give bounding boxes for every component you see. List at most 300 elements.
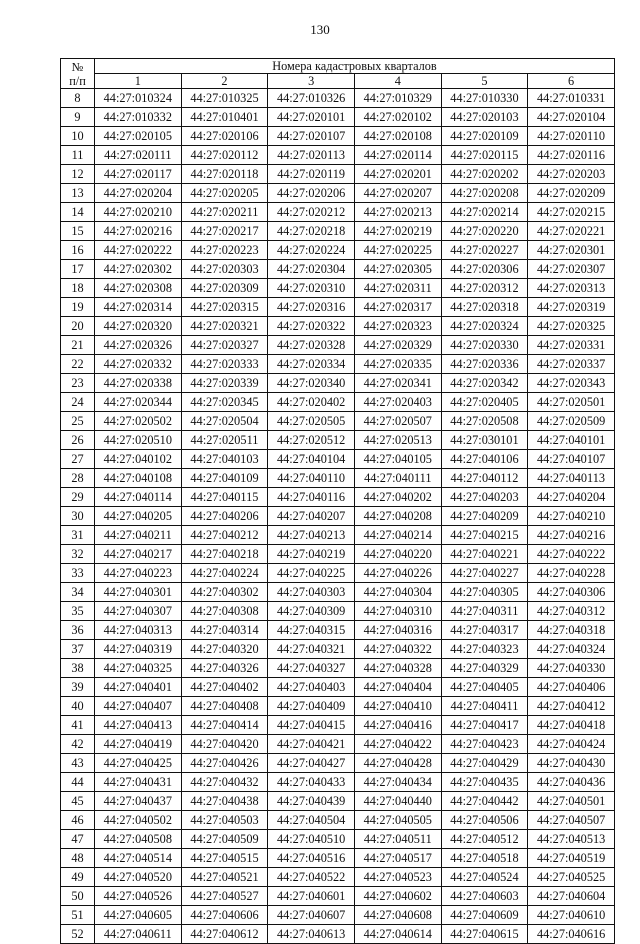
table-row <box>61 298 615 317</box>
table-row <box>61 583 615 602</box>
cadastral-number-cell: 44:27:040322 <box>354 640 441 659</box>
row-number-cell: 49 <box>61 868 95 887</box>
column-number-row <box>61 74 615 89</box>
cadastral-number-cell: 44:27:020304 <box>268 260 355 279</box>
cadastral-number-cell: 44:27:020341 <box>354 374 441 393</box>
cadastral-number-cell: 44:27:040422 <box>354 735 441 754</box>
cadastral-number-cell: 44:27:040507 <box>528 811 615 830</box>
cadastral-number-cell: 44:27:040308 <box>181 602 268 621</box>
cadastral-number-cell: 44:27:040404 <box>354 678 441 697</box>
cadastral-number-cell: 44:27:040313 <box>95 621 182 640</box>
page-number: 130 <box>310 22 330 37</box>
cadastral-number-cell: 44:27:040522 <box>268 868 355 887</box>
table-row <box>61 127 615 146</box>
cadastral-number-cell: 44:27:020106 <box>181 127 268 146</box>
row-number-cell: 17 <box>61 260 95 279</box>
table-row <box>61 374 615 393</box>
cadastral-number-cell: 44:27:020332 <box>95 355 182 374</box>
table-row <box>61 868 615 887</box>
cadastral-number-cell: 44:27:020317 <box>354 298 441 317</box>
cadastral-number-cell: 44:27:040426 <box>181 754 268 773</box>
cadastral-number-cell: 44:27:040220 <box>354 545 441 564</box>
cadastral-number-cell: 44:27:020104 <box>528 108 615 127</box>
row-number-cell: 27 <box>61 450 95 469</box>
cadastral-number-cell: 44:27:040326 <box>181 659 268 678</box>
table-row <box>61 450 615 469</box>
row-number-cell: 39 <box>61 678 95 697</box>
row-number-cell: 22 <box>61 355 95 374</box>
cadastral-number-cell: 44:27:020306 <box>441 260 528 279</box>
cadastral-number-cell: 44:27:040508 <box>95 830 182 849</box>
cadastral-number-cell: 44:27:040109 <box>181 469 268 488</box>
cadastral-number-cell: 44:27:040410 <box>354 697 441 716</box>
cadastral-number-cell: 44:27:040505 <box>354 811 441 830</box>
row-number-cell: 11 <box>61 146 95 165</box>
row-number-cell: 10 <box>61 127 95 146</box>
cadastral-number-cell: 44:27:040424 <box>528 735 615 754</box>
table-row <box>61 621 615 640</box>
cadastral-number-cell: 44:27:040224 <box>181 564 268 583</box>
cadastral-number-cell: 44:27:040407 <box>95 697 182 716</box>
cadastral-number-cell: 44:27:010324 <box>95 89 182 108</box>
cadastral-number-cell: 44:27:020301 <box>528 241 615 260</box>
column-group-header: Номера кадастровых кварталов <box>95 59 615 74</box>
row-number-cell: 16 <box>61 241 95 260</box>
cadastral-number-cell: 44:27:020405 <box>441 393 528 412</box>
table-row <box>61 773 615 792</box>
cadastral-number-cell: 44:27:040432 <box>181 773 268 792</box>
row-number-header-line1: № <box>71 59 84 74</box>
cadastral-number-cell: 44:27:020119 <box>268 165 355 184</box>
cadastral-number-cell: 44:27:040411 <box>441 697 528 716</box>
cadastral-number-cell: 44:27:020210 <box>95 203 182 222</box>
cadastral-number-cell: 44:27:040405 <box>441 678 528 697</box>
cadastral-number-cell: 44:27:040304 <box>354 583 441 602</box>
cadastral-number-cell: 44:27:040609 <box>441 906 528 925</box>
cadastral-number-cell: 44:27:040439 <box>268 792 355 811</box>
cadastral-number-cell: 44:27:040607 <box>268 906 355 925</box>
row-number-cell: 14 <box>61 203 95 222</box>
cadastral-number-cell: 44:27:040506 <box>441 811 528 830</box>
cadastral-number-cell: 44:27:020338 <box>95 374 182 393</box>
cadastral-number-cell: 44:27:040431 <box>95 773 182 792</box>
cadastral-number-cell: 44:27:040413 <box>95 716 182 735</box>
cadastral-number-cell: 44:27:040302 <box>181 583 268 602</box>
cadastral-number-cell: 44:27:040434 <box>354 773 441 792</box>
cadastral-number-cell: 44:27:040314 <box>181 621 268 640</box>
cadastral-number-cell: 44:27:040330 <box>528 659 615 678</box>
cadastral-number-cell: 44:27:040429 <box>441 754 528 773</box>
cadastral-number-cell: 44:27:020117 <box>95 165 182 184</box>
cadastral-number-cell: 44:27:040526 <box>95 887 182 906</box>
table-body <box>61 89 615 944</box>
cadastral-number-cell: 44:27:040324 <box>528 640 615 659</box>
cadastral-number-cell: 44:27:020110 <box>528 127 615 146</box>
table-row <box>61 754 615 773</box>
row-number-cell: 34 <box>61 583 95 602</box>
cadastral-number-cell: 44:27:040519 <box>528 849 615 868</box>
row-number-header-line2: п/п <box>69 73 86 88</box>
cadastral-number-cell: 44:27:040503 <box>181 811 268 830</box>
cadastral-number-cell: 44:27:020213 <box>354 203 441 222</box>
cadastral-number-cell: 44:27:020207 <box>354 184 441 203</box>
cadastral-number-cell: 44:27:040442 <box>441 792 528 811</box>
cadastral-number-cell: 44:27:020214 <box>441 203 528 222</box>
column-number-header: 1 <box>95 74 182 89</box>
cadastral-number-cell: 44:27:040311 <box>441 602 528 621</box>
cadastral-number-cell: 44:27:040606 <box>181 906 268 925</box>
cadastral-number-cell: 44:27:020326 <box>95 336 182 355</box>
cadastral-number-cell: 44:27:020510 <box>95 431 182 450</box>
cadastral-number-cell: 44:27:040223 <box>95 564 182 583</box>
cadastral-number-cell: 44:27:020205 <box>181 184 268 203</box>
cadastral-number-cell: 44:27:020323 <box>354 317 441 336</box>
row-number-header <box>61 59 95 89</box>
row-number-cell: 51 <box>61 906 95 925</box>
table-row <box>61 735 615 754</box>
cadastral-number-cell: 44:27:040101 <box>528 431 615 450</box>
cadastral-number-cell: 44:27:040320 <box>181 640 268 659</box>
cadastral-number-cell: 44:27:040601 <box>268 887 355 906</box>
cadastral-number-cell: 44:27:040514 <box>95 849 182 868</box>
cadastral-number-cell: 44:27:020508 <box>441 412 528 431</box>
cadastral-number-cell: 44:27:040214 <box>354 526 441 545</box>
cadastral-number-cell: 44:27:040406 <box>528 678 615 697</box>
table-row <box>61 279 615 298</box>
cadastral-number-cell: 44:27:020113 <box>268 146 355 165</box>
cadastral-number-cell: 44:27:020334 <box>268 355 355 374</box>
cadastral-number-cell: 44:27:020218 <box>268 222 355 241</box>
cadastral-number-cell: 44:27:040228 <box>528 564 615 583</box>
cadastral-number-cell: 44:27:040524 <box>441 868 528 887</box>
cadastral-number-cell: 44:27:020204 <box>95 184 182 203</box>
cadastral-number-cell: 44:27:020502 <box>95 412 182 431</box>
cadastral-number-cell: 44:27:040420 <box>181 735 268 754</box>
cadastral-number-cell: 44:27:020305 <box>354 260 441 279</box>
cadastral-number-cell: 44:27:020302 <box>95 260 182 279</box>
cadastral-number-cell: 44:27:040608 <box>354 906 441 925</box>
cadastral-number-cell: 44:27:040202 <box>354 488 441 507</box>
cadastral-number-cell: 44:27:040517 <box>354 849 441 868</box>
cadastral-number-cell: 44:27:020211 <box>181 203 268 222</box>
row-number-cell: 13 <box>61 184 95 203</box>
row-number-cell: 29 <box>61 488 95 507</box>
cadastral-number-cell: 44:27:020345 <box>181 393 268 412</box>
cadastral-number-cell: 44:27:020316 <box>268 298 355 317</box>
cadastral-number-cell: 44:27:020108 <box>354 127 441 146</box>
cadastral-number-cell: 44:27:040219 <box>268 545 355 564</box>
table-row <box>61 241 615 260</box>
cadastral-number-cell: 44:27:040206 <box>181 507 268 526</box>
cadastral-number-cell: 44:27:040416 <box>354 716 441 735</box>
cadastral-number-cell: 44:27:040112 <box>441 469 528 488</box>
table-row <box>61 222 615 241</box>
table-row <box>61 640 615 659</box>
cadastral-number-cell: 44:27:040325 <box>95 659 182 678</box>
cadastral-number-cell: 44:27:020507 <box>354 412 441 431</box>
cadastral-number-cell: 44:27:020212 <box>268 203 355 222</box>
table-row <box>61 507 615 526</box>
cadastral-number-cell: 44:27:020310 <box>268 279 355 298</box>
table-row <box>61 184 615 203</box>
cadastral-number-cell: 44:27:040216 <box>528 526 615 545</box>
cadastral-number-cell: 44:27:040226 <box>354 564 441 583</box>
table-row <box>61 336 615 355</box>
cadastral-number-cell: 44:27:010332 <box>95 108 182 127</box>
cadastral-number-cell: 44:27:020340 <box>268 374 355 393</box>
row-number-cell: 24 <box>61 393 95 412</box>
cadastral-number-cell: 44:27:040212 <box>181 526 268 545</box>
row-number-cell: 15 <box>61 222 95 241</box>
cadastral-number-cell: 44:27:040612 <box>181 925 268 944</box>
table-row <box>61 355 615 374</box>
cadastral-number-cell: 44:27:040525 <box>528 868 615 887</box>
cadastral-number-cell: 44:27:020344 <box>95 393 182 412</box>
cadastral-number-cell: 44:27:040401 <box>95 678 182 697</box>
cadastral-number-cell: 44:27:040433 <box>268 773 355 792</box>
row-number-cell: 31 <box>61 526 95 545</box>
cadastral-number-cell: 44:27:020206 <box>268 184 355 203</box>
row-number-cell: 30 <box>61 507 95 526</box>
cadastral-number-cell: 44:27:040301 <box>95 583 182 602</box>
table-row <box>61 412 615 431</box>
table-row <box>61 792 615 811</box>
cadastral-number-cell: 44:27:020308 <box>95 279 182 298</box>
cadastral-number-cell: 44:27:040218 <box>181 545 268 564</box>
cadastral-number-cell: 44:27:010326 <box>268 89 355 108</box>
row-number-cell: 46 <box>61 811 95 830</box>
cadastral-number-cell: 44:27:020227 <box>441 241 528 260</box>
cadastral-number-cell: 44:27:020512 <box>268 431 355 450</box>
cadastral-number-cell: 44:27:040317 <box>441 621 528 640</box>
cadastral-number-cell: 44:27:040602 <box>354 887 441 906</box>
cadastral-number-cell: 44:27:020403 <box>354 393 441 412</box>
cadastral-number-cell: 44:27:040504 <box>268 811 355 830</box>
cadastral-number-cell: 44:27:040204 <box>528 488 615 507</box>
cadastral-number-cell: 44:27:040318 <box>528 621 615 640</box>
table-row <box>61 906 615 925</box>
cadastral-number-cell: 44:27:040521 <box>181 868 268 887</box>
table-row <box>61 564 615 583</box>
cadastral-number-cell: 44:27:040515 <box>181 849 268 868</box>
cadastral-number-cell: 44:27:040114 <box>95 488 182 507</box>
cadastral-number-cell: 44:27:020312 <box>441 279 528 298</box>
row-number-cell: 36 <box>61 621 95 640</box>
cadastral-number-cell: 44:27:020309 <box>181 279 268 298</box>
cadastral-number-cell: 44:27:040106 <box>441 450 528 469</box>
cadastral-number-cell: 44:27:040512 <box>441 830 528 849</box>
cadastral-number-cell: 44:27:040423 <box>441 735 528 754</box>
cadastral-number-cell: 44:27:020220 <box>441 222 528 241</box>
cadastral-number-cell: 44:27:040437 <box>95 792 182 811</box>
cadastral-number-cell: 44:27:020336 <box>441 355 528 374</box>
cadastral-number-cell: 44:27:020219 <box>354 222 441 241</box>
cadastral-number-cell: 44:27:020105 <box>95 127 182 146</box>
column-number-header: 5 <box>441 74 528 89</box>
column-number-header: 2 <box>181 74 268 89</box>
row-number-cell: 41 <box>61 716 95 735</box>
row-number-cell: 12 <box>61 165 95 184</box>
cadastral-number-cell: 44:27:020333 <box>181 355 268 374</box>
cadastral-number-cell: 44:27:020102 <box>354 108 441 127</box>
cadastral-number-cell: 44:27:040104 <box>268 450 355 469</box>
cadastral-number-cell: 44:27:040402 <box>181 678 268 697</box>
cadastral-number-cell: 44:27:040327 <box>268 659 355 678</box>
cadastral-number-cell: 44:27:020217 <box>181 222 268 241</box>
row-number-cell: 47 <box>61 830 95 849</box>
table-row <box>61 659 615 678</box>
table-row <box>61 488 615 507</box>
cadastral-number-cell: 44:27:040213 <box>268 526 355 545</box>
cadastral-number-cell: 44:27:040319 <box>95 640 182 659</box>
cadastral-number-cell: 44:27:010331 <box>528 89 615 108</box>
table-row <box>61 108 615 127</box>
cadastral-number-cell: 44:27:040412 <box>528 697 615 716</box>
cadastral-number-cell: 44:27:020318 <box>441 298 528 317</box>
cadastral-number-cell: 44:27:020307 <box>528 260 615 279</box>
cadastral-number-cell: 44:27:020225 <box>354 241 441 260</box>
table-row <box>61 317 615 336</box>
table-row <box>61 431 615 450</box>
cadastral-number-cell: 44:27:020331 <box>528 336 615 355</box>
cadastral-number-cell: 44:27:040323 <box>441 640 528 659</box>
cadastral-number-cell: 44:27:030101 <box>441 431 528 450</box>
row-number-cell: 9 <box>61 108 95 127</box>
cadastral-number-cell: 44:27:020103 <box>441 108 528 127</box>
cadastral-number-cell: 44:27:020215 <box>528 203 615 222</box>
cadastral-number-cell: 44:27:040527 <box>181 887 268 906</box>
cadastral-number-cell: 44:27:040611 <box>95 925 182 944</box>
cadastral-number-cell: 44:27:040208 <box>354 507 441 526</box>
cadastral-number-cell: 44:27:040103 <box>181 450 268 469</box>
cadastral-number-cell: 44:27:020324 <box>441 317 528 336</box>
table-row <box>61 393 615 412</box>
row-number-cell: 33 <box>61 564 95 583</box>
row-number-cell: 50 <box>61 887 95 906</box>
row-number-cell: 44 <box>61 773 95 792</box>
cadastral-number-cell: 44:27:040227 <box>441 564 528 583</box>
cadastral-number-cell: 44:27:020201 <box>354 165 441 184</box>
row-number-cell: 28 <box>61 469 95 488</box>
table-header <box>61 59 615 89</box>
cadastral-number-cell: 44:27:040428 <box>354 754 441 773</box>
row-number-cell: 18 <box>61 279 95 298</box>
table-row <box>61 925 615 944</box>
table-row <box>61 849 615 868</box>
cadastral-number-cell: 44:27:040417 <box>441 716 528 735</box>
cadastral-number-cell: 44:27:010329 <box>354 89 441 108</box>
cadastral-number-cell: 44:27:020209 <box>528 184 615 203</box>
table-row <box>61 469 615 488</box>
table-row <box>61 526 615 545</box>
cadastral-number-cell: 44:27:020107 <box>268 127 355 146</box>
row-number-cell: 26 <box>61 431 95 450</box>
cadastral-number-cell: 44:27:040403 <box>268 678 355 697</box>
cadastral-number-cell: 44:27:040520 <box>95 868 182 887</box>
row-number-cell: 23 <box>61 374 95 393</box>
table-row <box>61 811 615 830</box>
cadastral-number-cell: 44:27:040210 <box>528 507 615 526</box>
cadastral-number-cell: 44:27:040309 <box>268 602 355 621</box>
table-row <box>61 602 615 621</box>
cadastral-number-cell: 44:27:040509 <box>181 830 268 849</box>
table-row <box>61 830 615 849</box>
cadastral-number-cell: 44:27:020314 <box>95 298 182 317</box>
row-number-cell: 20 <box>61 317 95 336</box>
cadastral-number-cell: 44:27:040502 <box>95 811 182 830</box>
cadastral-number-cell: 44:27:040415 <box>268 716 355 735</box>
cadastral-number-cell: 44:27:020101 <box>268 108 355 127</box>
cadastral-number-cell: 44:27:020303 <box>181 260 268 279</box>
cadastral-number-cell: 44:27:020222 <box>95 241 182 260</box>
cadastral-number-cell: 44:27:040321 <box>268 640 355 659</box>
row-number-cell: 32 <box>61 545 95 564</box>
cadastral-number-cell: 44:27:040603 <box>441 887 528 906</box>
cadastral-number-cell: 44:27:040209 <box>441 507 528 526</box>
cadastral-number-cell: 44:27:020223 <box>181 241 268 260</box>
cadastral-quarters-table <box>60 58 615 944</box>
table-row <box>61 697 615 716</box>
cadastral-number-cell: 44:27:020224 <box>268 241 355 260</box>
cadastral-number-cell: 44:27:040518 <box>441 849 528 868</box>
row-number-cell: 38 <box>61 659 95 678</box>
cadastral-number-cell: 44:27:020221 <box>528 222 615 241</box>
cadastral-number-cell: 44:27:040604 <box>528 887 615 906</box>
cadastral-number-cell: 44:27:020328 <box>268 336 355 355</box>
cadastral-number-cell: 44:27:040421 <box>268 735 355 754</box>
cadastral-number-cell: 44:27:040435 <box>441 773 528 792</box>
row-number-cell: 40 <box>61 697 95 716</box>
cadastral-number-cell: 44:27:020339 <box>181 374 268 393</box>
table-row <box>61 203 615 222</box>
cadastral-number-cell: 44:27:040501 <box>528 792 615 811</box>
cadastral-number-cell: 44:27:020311 <box>354 279 441 298</box>
cadastral-number-cell: 44:27:040211 <box>95 526 182 545</box>
cadastral-number-cell: 44:27:010325 <box>181 89 268 108</box>
cadastral-number-cell: 44:27:040207 <box>268 507 355 526</box>
cadastral-number-cell: 44:27:020115 <box>441 146 528 165</box>
cadastral-number-cell: 44:27:020504 <box>181 412 268 431</box>
cadastral-number-cell: 44:27:020329 <box>354 336 441 355</box>
table-row <box>61 545 615 564</box>
cadastral-number-cell: 44:27:020321 <box>181 317 268 336</box>
cadastral-number-cell: 44:27:020330 <box>441 336 528 355</box>
cadastral-number-cell: 44:27:020114 <box>354 146 441 165</box>
cadastral-number-cell: 44:27:040316 <box>354 621 441 640</box>
cadastral-number-cell: 44:27:040217 <box>95 545 182 564</box>
table-row <box>61 260 615 279</box>
cadastral-number-cell: 44:27:040116 <box>268 488 355 507</box>
cadastral-number-cell: 44:27:010330 <box>441 89 528 108</box>
cadastral-number-cell: 44:27:020313 <box>528 279 615 298</box>
table-row <box>61 146 615 165</box>
cadastral-number-cell: 44:27:020513 <box>354 431 441 450</box>
cadastral-number-cell: 44:27:040205 <box>95 507 182 526</box>
cadastral-number-cell: 44:27:040107 <box>528 450 615 469</box>
row-number-cell: 35 <box>61 602 95 621</box>
cadastral-number-cell: 44:27:040427 <box>268 754 355 773</box>
cadastral-number-cell: 44:27:020501 <box>528 393 615 412</box>
cadastral-number-cell: 44:27:040419 <box>95 735 182 754</box>
row-number-cell: 8 <box>61 89 95 108</box>
cadastral-number-cell: 44:27:040305 <box>441 583 528 602</box>
cadastral-number-cell: 44:27:040516 <box>268 849 355 868</box>
cadastral-number-cell: 44:27:040215 <box>441 526 528 545</box>
cadastral-number-cell: 44:27:020335 <box>354 355 441 374</box>
cadastral-number-cell: 44:27:020322 <box>268 317 355 336</box>
cadastral-number-cell: 44:27:040203 <box>441 488 528 507</box>
row-number-cell: 37 <box>61 640 95 659</box>
